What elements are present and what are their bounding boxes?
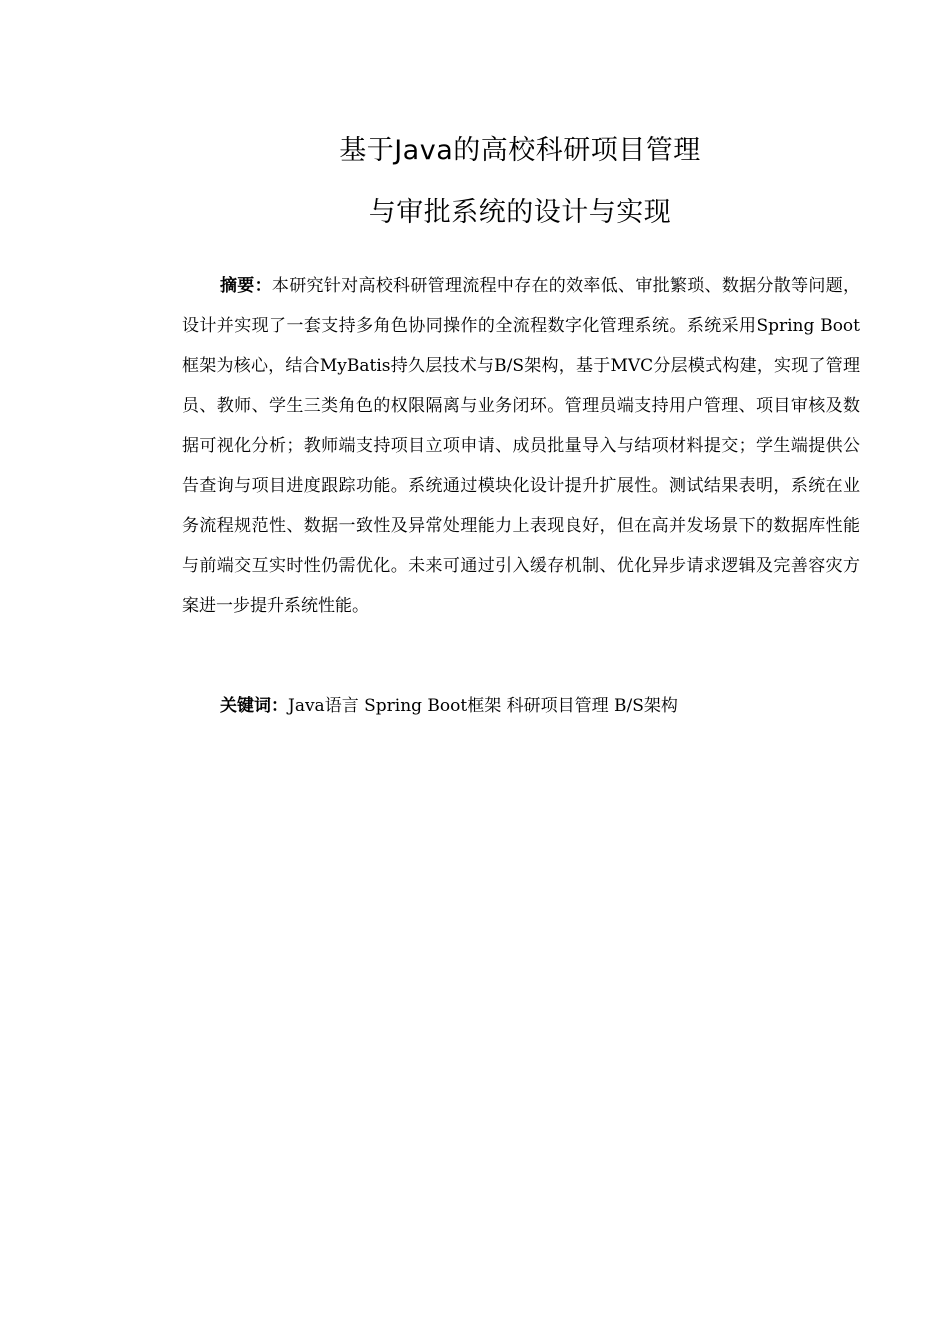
- title-line-1: 基于Java的高校科研项目管理: [339, 135, 701, 166]
- keywords-line: [182, 688, 860, 724]
- abstract-paragraph: [182, 266, 860, 626]
- keyword-item: Java语言: [288, 696, 359, 716]
- abstract-text: 本研究针对高校科研管理流程中存在的效率低、审批繁琐、数据分散等问题，设计并实现了一套支持多角色协同操作的全流程数字化管理系统。系统采用Spring Boot框架为核心，结合MyBatis持久层技术与B/S架构，基于MVC分层模式构建，实现了管理员、教师、学生三类角色的权限隔离与业务闭环。管理员端支持用户管理、项目审核及数据可视化分析；教师端支持项目立项申请、成员批量导入与结项材料提交；学生端提供公告查询与项目进度跟踪功能。系统通过模块化设计提升扩展性。测试结果表明，系统在业务流程规范性、数据一致性及异常处理能力上表现良好，但在高并发场景下的数据库性能与前端交互实时性仍需优化。未来可通过引入缓存机制、优化异步请求逻辑及完善容灾方案进一步提升系统性能。: [182, 276, 861, 616]
- title-line-2: 与审批系统的设计与实现: [368, 197, 672, 228]
- paper-title: [0, 125, 950, 229]
- keywords-label: 关键词：: [220, 696, 288, 716]
- keyword-item: Spring Boot框架: [364, 696, 502, 716]
- keyword-item: B/S架构: [614, 696, 678, 716]
- abstract-label: 摘要：: [220, 276, 272, 296]
- keyword-item: 科研项目管理: [506, 696, 609, 716]
